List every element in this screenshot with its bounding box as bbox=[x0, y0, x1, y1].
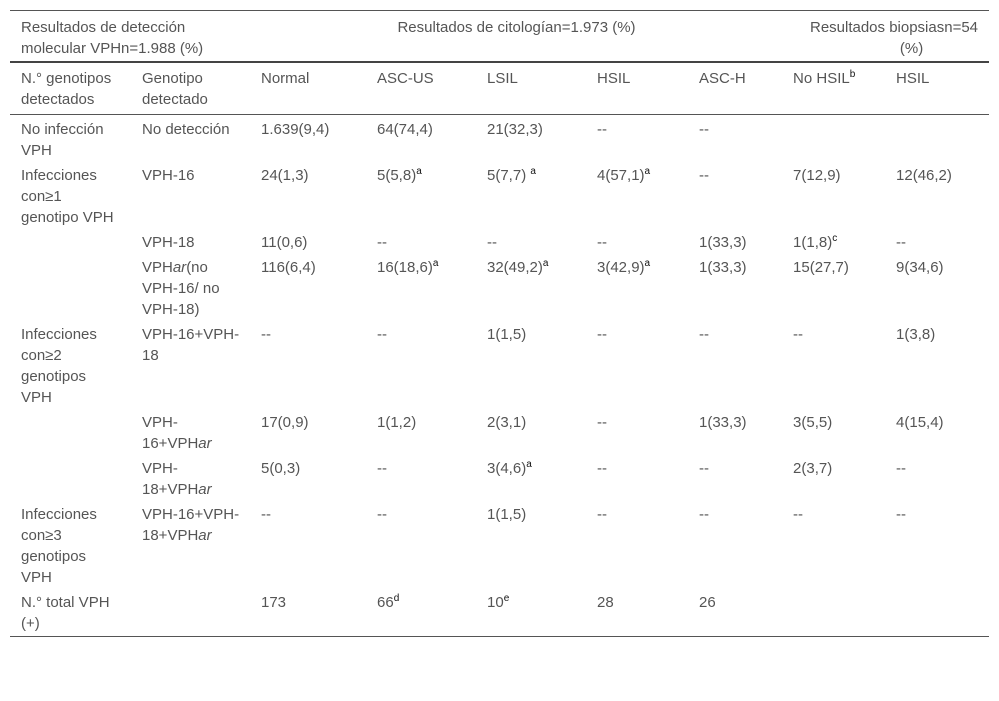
cell-hsil-value: -- bbox=[597, 506, 607, 523]
cell-lsil-value: 32(49,2) bbox=[487, 259, 543, 276]
cell-normal bbox=[250, 500, 366, 588]
cell-no-hsil bbox=[782, 253, 885, 320]
cell-normal-value: 24(1,3) bbox=[261, 167, 309, 184]
cell-hsil-value: -- bbox=[597, 234, 607, 251]
cell-hsil bbox=[586, 228, 688, 253]
cell-biopsy-hsil-value: 4(15,4) bbox=[896, 414, 944, 431]
cell-lsil-value: 1(1,5) bbox=[487, 506, 527, 523]
genotype-text: VPH-18+VPH bbox=[142, 460, 199, 498]
cell-normal bbox=[250, 253, 366, 320]
col-header-hsil: HSIL bbox=[586, 62, 688, 115]
cell-asc-h bbox=[688, 253, 782, 320]
cell-asc-us-value: -- bbox=[377, 460, 387, 477]
cell-group: Infecciones con≥2 genotipos VPH bbox=[21, 326, 97, 406]
cell-group: Infecciones con≥1 genotipo VPH bbox=[21, 167, 114, 226]
cell-group bbox=[10, 454, 131, 500]
col-header-lsil: LSIL bbox=[476, 62, 586, 115]
cell-asc-us bbox=[366, 115, 476, 162]
table-row bbox=[10, 408, 989, 454]
genotype-text: VPH-16+VPH-18+VPH bbox=[142, 506, 240, 544]
group-header-biopsias bbox=[782, 11, 989, 63]
cell-no-hsil-footnote: c bbox=[832, 233, 838, 244]
cell-normal bbox=[250, 454, 366, 500]
cell-hsil bbox=[586, 408, 688, 454]
cell-asc-h-value: 1(33,3) bbox=[699, 234, 747, 251]
cell-normal bbox=[250, 161, 366, 228]
cell-normal-value: 173 bbox=[261, 594, 287, 611]
col-header-genotype: Genotipo detectado bbox=[131, 62, 250, 115]
cell-asc-h bbox=[688, 161, 782, 228]
cell-biopsy-hsil bbox=[885, 408, 989, 454]
cell-no-hsil-value: 15(27,7) bbox=[793, 259, 849, 276]
table-row bbox=[10, 320, 989, 408]
cell-no-hsil-value: -- bbox=[793, 326, 804, 343]
cell-genotype: VPH-18 bbox=[142, 234, 195, 251]
cell-genotype: VPH-16 bbox=[142, 167, 195, 184]
cell-normal bbox=[250, 408, 366, 454]
cell-lsil-value: 3(4,6) bbox=[487, 460, 527, 477]
cell-biopsy-hsil-value: -- bbox=[896, 460, 907, 477]
cell-lsil bbox=[476, 115, 586, 162]
cell-hsil-value: -- bbox=[597, 460, 607, 477]
cell-asc-us-value: 66 bbox=[377, 594, 394, 611]
cell-hsil-value: -- bbox=[597, 121, 607, 138]
cell-asc-h-value: -- bbox=[699, 460, 709, 477]
group-header-citologia: Resultados de citologían=1.973 (%) bbox=[397, 19, 636, 36]
cell-asc-us bbox=[366, 228, 476, 253]
cell-no-hsil-value: 1(1,8) bbox=[793, 234, 833, 251]
cell-asc-us-value: -- bbox=[377, 234, 387, 251]
cell-lsil-footnote: a bbox=[542, 258, 549, 269]
cell-genotype bbox=[131, 500, 250, 588]
cell-normal-value: -- bbox=[261, 326, 271, 343]
cell-normal-value: -- bbox=[261, 506, 271, 523]
cell-no-hsil bbox=[782, 161, 885, 228]
cell-asc-us-value: 16(18,6) bbox=[377, 259, 433, 276]
cell-group: No infección VPH bbox=[21, 121, 104, 159]
cell-normal-value: 1.639(9,4) bbox=[261, 121, 330, 138]
genotype-italic-text: ar bbox=[172, 259, 187, 276]
cell-biopsy-hsil bbox=[885, 253, 989, 320]
results-table-container bbox=[10, 10, 989, 637]
cell-hsil bbox=[586, 454, 688, 500]
cell-asc-us-value: 1(1,2) bbox=[377, 414, 417, 431]
cell-asc-h-value: -- bbox=[699, 506, 709, 523]
cell-lsil bbox=[476, 320, 586, 408]
cell-asc-us bbox=[366, 454, 476, 500]
header-group-row bbox=[10, 11, 989, 63]
cell-biopsy-hsil bbox=[885, 161, 989, 228]
table-row bbox=[10, 228, 989, 253]
table-row bbox=[10, 454, 989, 500]
cell-hsil bbox=[586, 588, 688, 637]
table-body bbox=[10, 115, 989, 637]
cell-asc-us-footnote: d bbox=[393, 593, 400, 604]
cell-group: N.° total VPH (+) bbox=[21, 594, 110, 632]
cell-lsil bbox=[476, 253, 586, 320]
cell-normal bbox=[250, 228, 366, 253]
cell-normal-value: 17(0,9) bbox=[261, 414, 309, 431]
cell-lsil bbox=[476, 454, 586, 500]
cell-normal-value: 11(0,6) bbox=[261, 234, 308, 251]
cell-asc-us bbox=[366, 161, 476, 228]
cell-asc-h bbox=[688, 228, 782, 253]
col-header-asc-us: ASC-US bbox=[366, 62, 476, 115]
table-row bbox=[10, 588, 989, 637]
cell-genotype bbox=[131, 408, 250, 454]
cell-asc-h-value: 1(33,3) bbox=[699, 414, 747, 431]
cell-asc-h-value: -- bbox=[699, 167, 709, 184]
cell-asc-us-value: -- bbox=[377, 506, 387, 523]
cell-asc-us bbox=[366, 320, 476, 408]
cell-no-hsil bbox=[782, 115, 885, 162]
cell-genotype: No detección bbox=[142, 121, 230, 138]
cell-hsil-value: 4(57,1) bbox=[597, 167, 645, 184]
group-header-molecular: Resultados de detección molecular VPHn=1.988 (%) bbox=[21, 19, 204, 57]
cell-asc-us bbox=[366, 588, 476, 637]
cell-no-hsil bbox=[782, 454, 885, 500]
cell-lsil-footnote: a bbox=[530, 166, 536, 177]
col-header-no-hsil-label: No HSIL bbox=[793, 70, 850, 87]
genotype-text: VPH-16+VPH bbox=[142, 414, 199, 452]
cell-asc-us bbox=[366, 408, 476, 454]
col-header-normal: Normal bbox=[250, 62, 366, 115]
cell-biopsy-hsil bbox=[885, 588, 989, 637]
table-row bbox=[10, 115, 989, 162]
table-row bbox=[10, 253, 989, 320]
cell-hsil bbox=[586, 253, 688, 320]
cell-normal bbox=[250, 588, 366, 637]
cell-asc-h bbox=[688, 115, 782, 162]
cell-no-hsil-value: -- bbox=[793, 506, 804, 523]
cell-normal bbox=[250, 115, 366, 162]
genotype-suffix-text: (no VPH-16/ no VPH-18) bbox=[142, 259, 220, 318]
cell-asc-h-value: 1(33,3) bbox=[699, 259, 747, 276]
cell-asc-us-value: 5(5,8) bbox=[377, 167, 417, 184]
table-row bbox=[10, 500, 989, 588]
group-header-biopsias-line2: (%) bbox=[899, 40, 924, 57]
cell-no-hsil-value: 7(12,9) bbox=[793, 167, 841, 184]
cell-asc-us-footnote: a bbox=[416, 166, 422, 177]
cell-hsil-footnote: a bbox=[644, 166, 651, 177]
cell-genotype bbox=[131, 253, 250, 320]
col-header-biopsy-hsil: HSIL bbox=[885, 62, 989, 115]
table-row bbox=[10, 161, 989, 228]
cell-lsil bbox=[476, 588, 586, 637]
cell-asc-h bbox=[688, 588, 782, 637]
cell-no-hsil bbox=[782, 320, 885, 408]
cell-asc-us-footnote: a bbox=[432, 258, 439, 269]
col-header-no-hsil bbox=[782, 62, 885, 115]
col-header-no-hsil-footnote: b bbox=[849, 69, 856, 80]
cell-group: Infecciones con≥3 genotipos VPH bbox=[21, 506, 97, 586]
group-header-biopsias-line1: Resultados biopsiasn=54 bbox=[809, 19, 979, 36]
cell-biopsy-hsil-value: -- bbox=[896, 506, 907, 523]
cell-group bbox=[10, 408, 131, 454]
cell-lsil-value: 21(32,3) bbox=[487, 121, 543, 138]
cell-hsil bbox=[586, 320, 688, 408]
cell-lsil bbox=[476, 228, 586, 253]
cell-asc-h-value: 26 bbox=[699, 594, 716, 611]
cell-lsil-value: -- bbox=[487, 234, 497, 251]
cell-lsil bbox=[476, 161, 586, 228]
cell-asc-h-value: -- bbox=[699, 326, 709, 343]
cell-hsil bbox=[586, 115, 688, 162]
cell-biopsy-hsil-value: -- bbox=[896, 234, 907, 251]
col-header-genotype-count: N.° genotipos detectados bbox=[10, 62, 131, 115]
cell-no-hsil-value: 2(3,7) bbox=[793, 460, 833, 477]
genotype-italic-text: ar bbox=[198, 527, 212, 544]
cell-asc-h bbox=[688, 408, 782, 454]
cell-asc-us bbox=[366, 500, 476, 588]
cell-hsil-value: 28 bbox=[597, 594, 614, 611]
cell-asc-h bbox=[688, 454, 782, 500]
cell-asc-us-value: 64(74,4) bbox=[377, 121, 433, 138]
cell-lsil-value: 5(7,7) bbox=[487, 167, 531, 184]
cell-hsil-value: -- bbox=[597, 326, 607, 343]
header-column-row bbox=[10, 62, 989, 115]
cell-biopsy-hsil-value: 1(3,8) bbox=[896, 326, 936, 343]
hpv-results-table bbox=[10, 10, 989, 637]
cell-normal-value: 5(0,3) bbox=[261, 460, 301, 477]
cell-no-hsil bbox=[782, 228, 885, 253]
cell-biopsy-hsil bbox=[885, 228, 989, 253]
cell-biopsy-hsil bbox=[885, 454, 989, 500]
cell-no-hsil bbox=[782, 500, 885, 588]
cell-lsil-value: 2(3,1) bbox=[487, 414, 527, 431]
cell-normal bbox=[250, 320, 366, 408]
cell-genotype: VPH-16+VPH-18 bbox=[142, 326, 240, 364]
cell-hsil bbox=[586, 500, 688, 588]
cell-genotype bbox=[131, 454, 250, 500]
cell-hsil-value: 3(42,9) bbox=[597, 259, 645, 276]
cell-lsil-value: 1(1,5) bbox=[487, 326, 527, 343]
cell-lsil-value: 10 bbox=[487, 594, 504, 611]
cell-asc-h bbox=[688, 320, 782, 408]
cell-normal-value: 116(6,4) bbox=[261, 259, 316, 276]
cell-no-hsil bbox=[782, 408, 885, 454]
cell-hsil bbox=[586, 161, 688, 228]
cell-lsil-footnote: e bbox=[503, 593, 510, 604]
cell-biopsy-hsil bbox=[885, 500, 989, 588]
cell-asc-us-value: -- bbox=[377, 326, 387, 343]
col-header-asc-h: ASC-H bbox=[688, 62, 782, 115]
cell-lsil bbox=[476, 408, 586, 454]
cell-hsil-value: -- bbox=[597, 414, 607, 431]
cell-group bbox=[10, 228, 131, 253]
cell-lsil-footnote: a bbox=[526, 459, 532, 470]
cell-lsil bbox=[476, 500, 586, 588]
genotype-italic-text: ar bbox=[198, 435, 212, 452]
cell-asc-h-value: -- bbox=[699, 121, 709, 138]
cell-asc-us bbox=[366, 253, 476, 320]
cell-genotype bbox=[131, 588, 250, 637]
cell-asc-h bbox=[688, 500, 782, 588]
genotype-text: VPH bbox=[142, 259, 173, 276]
genotype-italic-text: ar bbox=[198, 481, 212, 498]
cell-biopsy-hsil bbox=[885, 320, 989, 408]
cell-group bbox=[10, 253, 131, 320]
cell-no-hsil bbox=[782, 588, 885, 637]
cell-biopsy-hsil bbox=[885, 115, 989, 162]
cell-biopsy-hsil-value: 12(46,2) bbox=[896, 167, 952, 184]
cell-hsil-footnote: a bbox=[644, 258, 651, 269]
cell-biopsy-hsil-value: 9(34,6) bbox=[896, 259, 944, 276]
cell-no-hsil-value: 3(5,5) bbox=[793, 414, 833, 431]
